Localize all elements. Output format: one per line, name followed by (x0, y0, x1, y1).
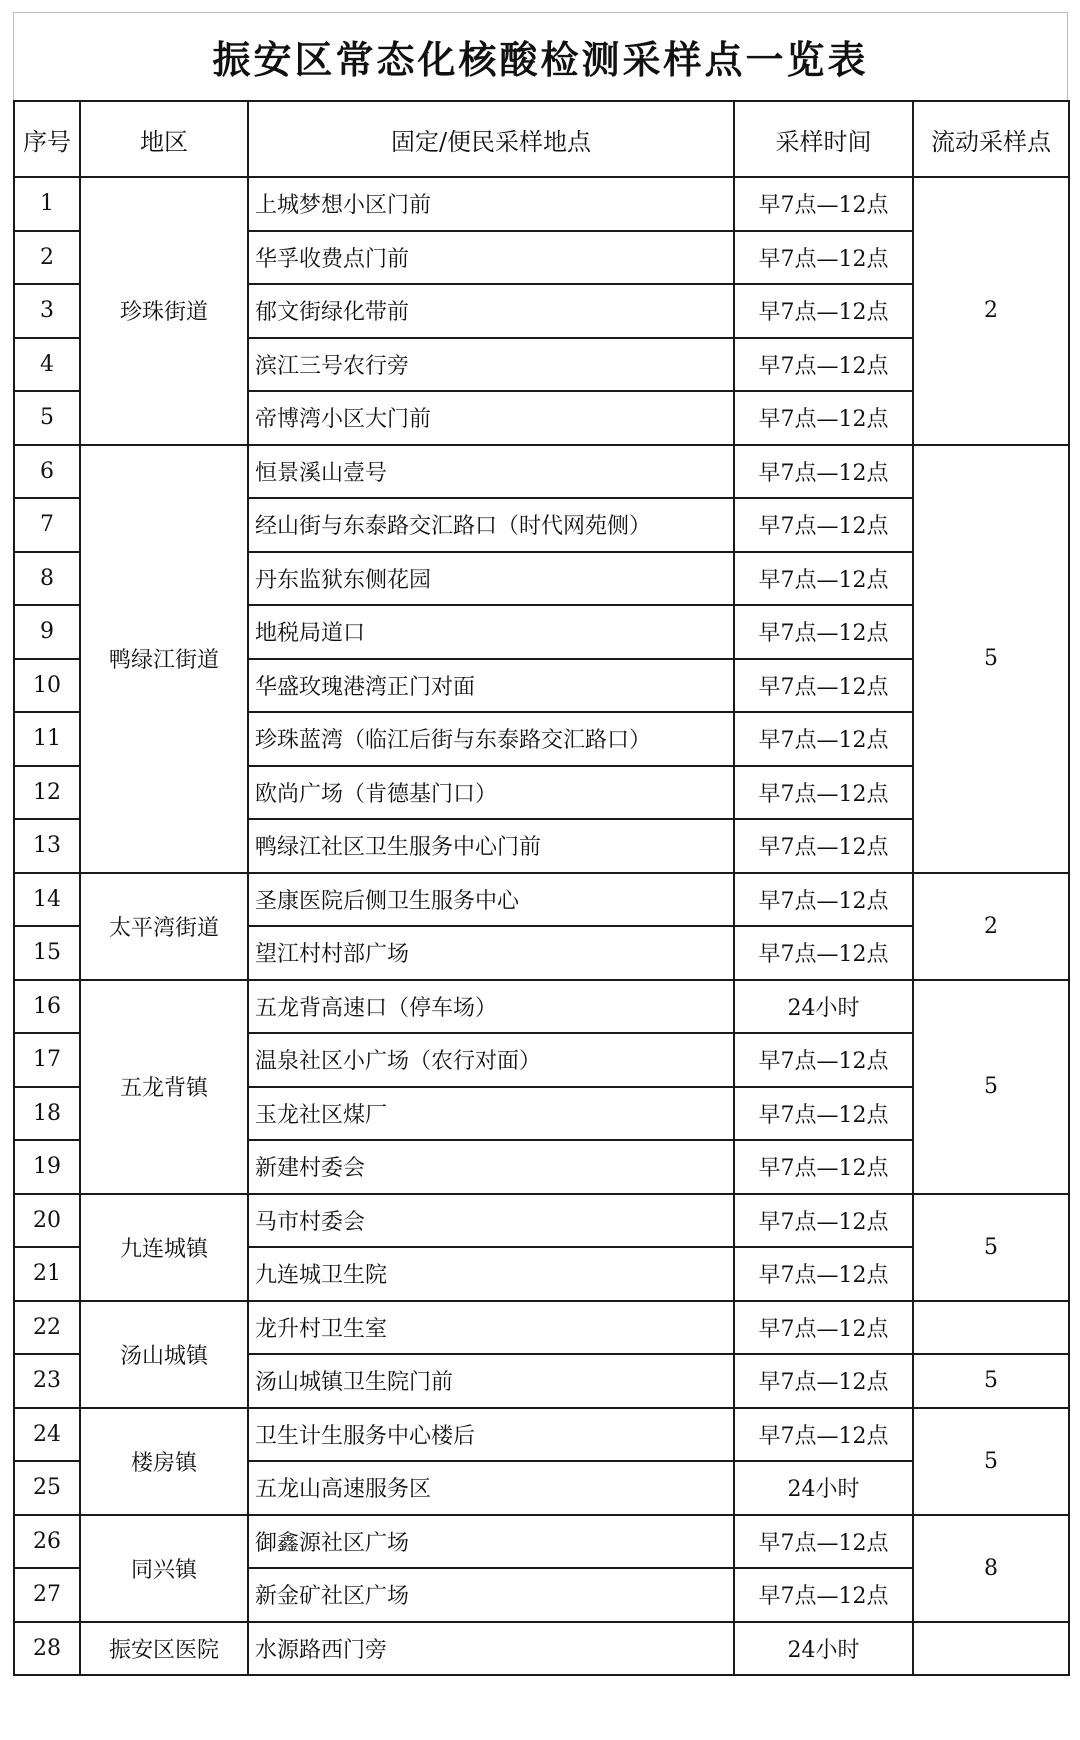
header-row (14, 101, 1069, 177)
row-no: 26 (14, 1515, 80, 1569)
mobile-cell: 8 (913, 1515, 1069, 1622)
row-no: 27 (14, 1568, 80, 1622)
time-cell: 24小时 (734, 980, 913, 1034)
location-cell: 汤山城镇卫生院门前 (248, 1354, 734, 1408)
location-cell: 水源路西门旁 (248, 1622, 734, 1676)
location-cell: 经山街与东泰路交汇路口（时代网苑侧） (248, 498, 734, 552)
location-cell: 帝博湾小区大门前 (248, 391, 734, 445)
time-cell: 早7点—12点 (734, 1087, 913, 1141)
row-no: 17 (14, 1033, 80, 1087)
row-no: 8 (14, 552, 80, 606)
region-cell: 九连城镇 (80, 1194, 248, 1301)
mobile-cell: 5 (913, 1194, 1069, 1301)
location-cell: 华盛玫瑰港湾正门对面 (248, 659, 734, 713)
table-row (14, 873, 1069, 927)
location-cell: 鸭绿江社区卫生服务中心门前 (248, 819, 734, 873)
location-cell: 望江村村部广场 (248, 926, 734, 980)
row-no: 5 (14, 391, 80, 445)
region-cell: 同兴镇 (80, 1515, 248, 1622)
time-cell: 早7点—12点 (734, 712, 913, 766)
table-row (14, 1622, 1069, 1676)
location-cell: 马市村委会 (248, 1194, 734, 1248)
mobile-cell: 2 (913, 177, 1069, 445)
row-no: 1 (14, 177, 80, 231)
row-no: 13 (14, 819, 80, 873)
region-cell: 鸭绿江街道 (80, 445, 248, 873)
table-row (14, 177, 1069, 231)
region-cell: 汤山城镇 (80, 1301, 248, 1408)
time-cell: 早7点—12点 (734, 926, 913, 980)
time-cell: 早7点—12点 (734, 605, 913, 659)
header-no: 序号 (14, 101, 80, 177)
row-no: 14 (14, 873, 80, 927)
time-cell: 早7点—12点 (734, 873, 913, 927)
region-cell: 五龙背镇 (80, 980, 248, 1194)
table-row (14, 1408, 1069, 1462)
time-cell: 早7点—12点 (734, 1301, 913, 1355)
mobile-cell: 5 (913, 445, 1069, 873)
time-cell: 早7点—12点 (734, 391, 913, 445)
mobile-cell: 5 (913, 980, 1069, 1194)
location-cell: 卫生计生服务中心楼后 (248, 1408, 734, 1462)
time-cell: 早7点—12点 (734, 1194, 913, 1248)
time-cell: 24小时 (734, 1461, 913, 1515)
row-no: 12 (14, 766, 80, 820)
location-cell: 滨江三号农行旁 (248, 338, 734, 392)
row-no: 9 (14, 605, 80, 659)
mobile-cell (913, 1301, 1069, 1355)
mobile-cell: 2 (913, 873, 1069, 980)
header-time: 采样时间 (734, 101, 913, 177)
location-cell: 九连城卫生院 (248, 1247, 734, 1301)
time-cell: 早7点—12点 (734, 445, 913, 499)
time-cell: 早7点—12点 (734, 1568, 913, 1622)
table-row (14, 980, 1069, 1034)
table-row (14, 1301, 1069, 1355)
time-cell: 早7点—12点 (734, 498, 913, 552)
location-cell: 御鑫源社区广场 (248, 1515, 734, 1569)
location-cell: 新金矿社区广场 (248, 1568, 734, 1622)
table-row (14, 1194, 1069, 1248)
region-cell: 珍珠街道 (80, 177, 248, 445)
sampling-sites-table (13, 100, 1070, 1676)
time-cell: 早7点—12点 (734, 659, 913, 713)
location-cell: 圣康医院后侧卫生服务中心 (248, 873, 734, 927)
time-cell: 早7点—12点 (734, 766, 913, 820)
time-cell: 早7点—12点 (734, 231, 913, 285)
location-cell: 五龙背高速口（停车场） (248, 980, 734, 1034)
row-no: 2 (14, 231, 80, 285)
location-cell: 珍珠蓝湾（临江后街与东泰路交汇路口） (248, 712, 734, 766)
row-no: 25 (14, 1461, 80, 1515)
time-cell: 早7点—12点 (734, 1140, 913, 1194)
row-no: 18 (14, 1087, 80, 1141)
table-row (14, 1515, 1069, 1569)
time-cell: 早7点—12点 (734, 1354, 913, 1408)
time-cell: 早7点—12点 (734, 1515, 913, 1569)
row-no: 24 (14, 1408, 80, 1462)
row-no: 20 (14, 1194, 80, 1248)
mobile-cell: 5 (913, 1408, 1069, 1515)
row-no: 19 (14, 1140, 80, 1194)
row-no: 22 (14, 1301, 80, 1355)
location-cell: 华孚收费点门前 (248, 231, 734, 285)
mobile-cell (913, 1622, 1069, 1676)
row-no: 7 (14, 498, 80, 552)
time-cell: 早7点—12点 (734, 1033, 913, 1087)
time-cell: 早7点—12点 (734, 177, 913, 231)
location-cell: 郁文街绿化带前 (248, 284, 734, 338)
sheet (13, 12, 1068, 1676)
row-no: 28 (14, 1622, 80, 1676)
time-cell: 24小时 (734, 1622, 913, 1676)
location-cell: 温泉社区小广场（农行对面） (248, 1033, 734, 1087)
region-cell: 振安区医院 (80, 1622, 248, 1676)
location-cell: 龙升村卫生室 (248, 1301, 734, 1355)
location-cell: 新建村委会 (248, 1140, 734, 1194)
location-cell: 地税局道口 (248, 605, 734, 659)
time-cell: 早7点—12点 (734, 284, 913, 338)
row-no: 6 (14, 445, 80, 499)
row-no: 3 (14, 284, 80, 338)
time-cell: 早7点—12点 (734, 819, 913, 873)
time-cell: 早7点—12点 (734, 338, 913, 392)
location-cell: 五龙山高速服务区 (248, 1461, 734, 1515)
row-no: 23 (14, 1354, 80, 1408)
row-no: 15 (14, 926, 80, 980)
time-cell: 早7点—12点 (734, 1247, 913, 1301)
row-no: 4 (14, 338, 80, 392)
header-mobile: 流动采样点 (913, 101, 1069, 177)
header-region: 地区 (80, 101, 248, 177)
row-no: 11 (14, 712, 80, 766)
table-title: 振安区常态化核酸检测采样点一览表 (13, 12, 1068, 100)
region-cell: 太平湾街道 (80, 873, 248, 980)
header-location: 固定/便民采样地点 (248, 101, 734, 177)
location-cell: 恒景溪山壹号 (248, 445, 734, 499)
row-no: 21 (14, 1247, 80, 1301)
mobile-cell: 5 (913, 1354, 1069, 1408)
location-cell: 玉龙社区煤厂 (248, 1087, 734, 1141)
row-no: 16 (14, 980, 80, 1034)
location-cell: 丹东监狱东侧花园 (248, 552, 734, 606)
region-cell: 楼房镇 (80, 1408, 248, 1515)
row-no: 10 (14, 659, 80, 713)
time-cell: 早7点—12点 (734, 552, 913, 606)
location-cell: 欧尚广场（肯德基门口） (248, 766, 734, 820)
table-row (14, 445, 1069, 499)
location-cell: 上城梦想小区门前 (248, 177, 734, 231)
time-cell: 早7点—12点 (734, 1408, 913, 1462)
